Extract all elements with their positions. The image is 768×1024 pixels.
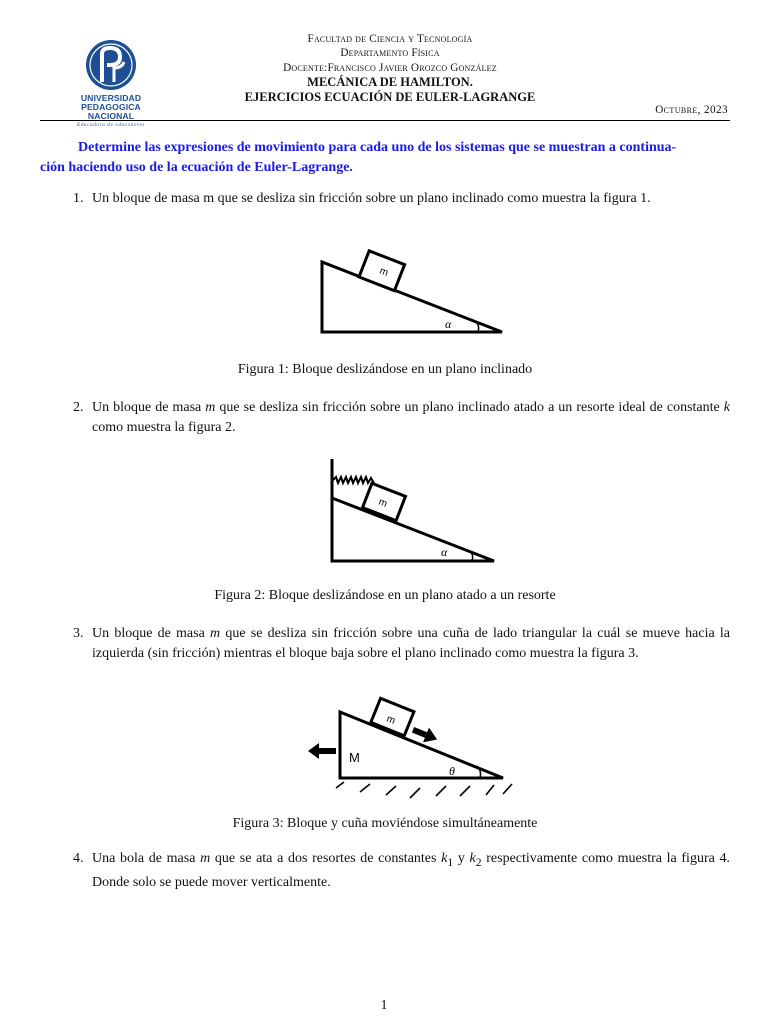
subject-title: EJERCICIOS ECUACIÓN DE EULER-LAGRANGE: [244, 89, 536, 104]
university-name-line2: NACIONAL: [87, 111, 135, 121]
instructions-line2: ción haciendo uso de la ecuación de Euler-Lagrange.: [40, 160, 353, 175]
inclined-plane: [332, 459, 494, 561]
inclined-plane: [322, 262, 502, 332]
university-tagline: Educadora de educadores: [76, 122, 146, 128]
university-name: UNIVERSIDAD PEDAGOGICA: [80, 93, 142, 112]
page-number: 1: [380, 998, 388, 1013]
problem-number: 2.: [73, 400, 84, 415]
faculty-name: Facultad de Ciencia y Tecnología: [307, 33, 473, 45]
angle-label: α: [445, 317, 452, 331]
figure-1-caption: Figura 1: Bloque deslizándose en un plano inclinado: [237, 362, 533, 377]
problem-number: 3.: [73, 626, 84, 641]
angle-label: θ: [449, 764, 455, 778]
figure-2-diagram: [322, 455, 502, 567]
block-label: m: [384, 713, 397, 727]
problem-3: [73, 624, 730, 664]
instructions: [40, 138, 730, 178]
problem-text: Un bloque de masa m que se desliza sin fricción sobre un plano inclinado como muestra la figura 1.: [92, 191, 651, 206]
block-label: m: [377, 265, 390, 279]
teacher-name: Docente:Francisco Javier Orozco González: [283, 61, 497, 74]
problem-text: Un bloque de masa m que se desliza sin fricción sobre una cuña de lado triangular la cuál se mueve hacia la izquierda (sin fricción) mientras el bloque baja sobre el plano inclinado como muestra la figura 3.: [92, 626, 730, 661]
course-title: MECÁNICA DE HAMILTON.: [307, 75, 473, 90]
figure-1-diagram: [312, 244, 512, 339]
figure-3-diagram: [300, 692, 520, 800]
block-label: m: [376, 496, 389, 510]
problem-text: Una bola de masa m que se ata a dos resortes de constantes $k_1$ y $k_2$ respectivamente como muestra la figura 4. Donde solo se puede mover verticalmente.: [92, 851, 730, 890]
wedge-arrow-icon: [308, 743, 336, 759]
document-header: [200, 32, 580, 104]
upn-emblem-icon: [52, 38, 170, 94]
university-logo: [52, 38, 170, 128]
instructions-line1: Determine las expresiones de movimiento para cada uno de los sistemas que se muestran a continua-: [78, 140, 677, 155]
problem-4: [73, 849, 730, 893]
figure-3-caption: Figura 3: Bloque y cuña moviéndose simultáneamente: [232, 816, 538, 831]
problem-1: [73, 189, 730, 209]
wedge-label: M: [349, 750, 360, 765]
problem-text: Un bloque de masa m que se desliza sin fricción sobre un plano inclinado atado a un resorte ideal de constante k como muestra la figura 2.: [92, 400, 730, 435]
document-date: Octubre, 2023: [655, 104, 728, 116]
problem-number: 1.: [73, 191, 84, 206]
ground-hatching: [336, 782, 512, 798]
problem-2: [73, 398, 730, 438]
spring-icon: [332, 477, 374, 483]
angle-label: α: [441, 545, 448, 559]
department-name: Departamento Física: [340, 47, 440, 60]
figure-2-caption: Figura 2: Bloque deslizándose en un plano atado a un resorte: [214, 588, 556, 603]
problem-number: 4.: [73, 851, 84, 866]
header-divider: [40, 120, 730, 121]
